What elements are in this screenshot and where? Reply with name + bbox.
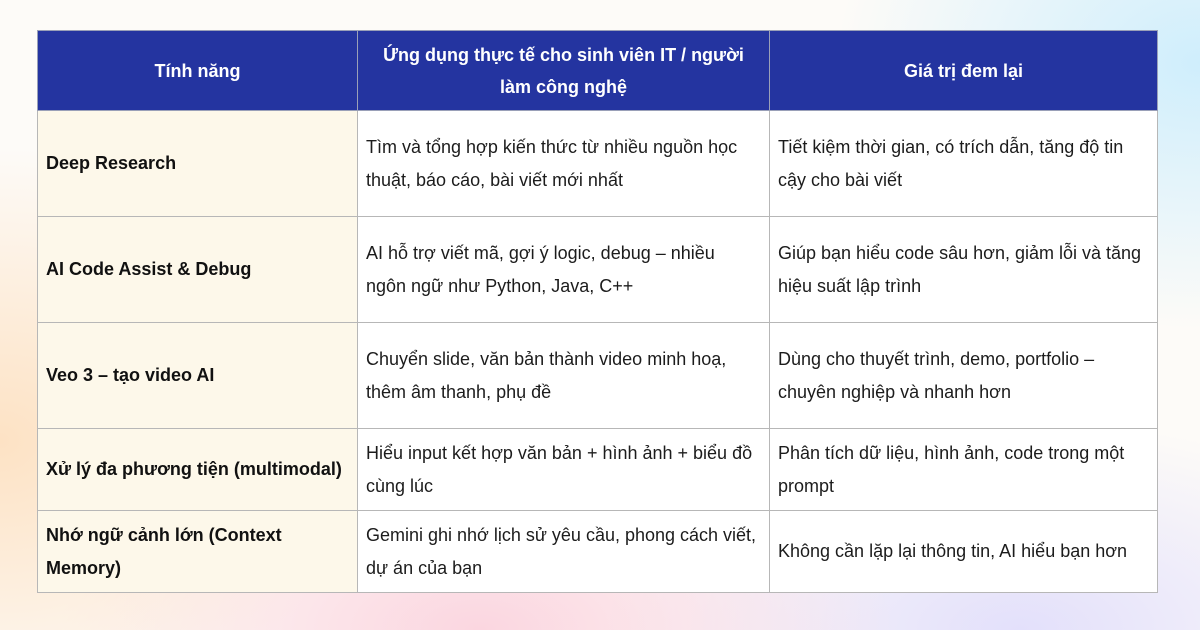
- feature-cell: AI Code Assist & Debug: [38, 217, 358, 323]
- feature-cell: Nhớ ngữ cảnh lớn (Context Memory): [38, 511, 358, 593]
- comparison-table: [37, 30, 1158, 593]
- value-cell: Dùng cho thuyết trình, demo, portfolio – chuyên nghiệp và nhanh hơn: [770, 323, 1158, 429]
- application-cell: Gemini ghi nhớ lịch sử yêu cầu, phong cách viết, dự án của bạn: [358, 511, 770, 593]
- application-cell: AI hỗ trợ viết mã, gợi ý logic, debug – nhiều ngôn ngữ như Python, Java, C++: [358, 217, 770, 323]
- value-cell: Giúp bạn hiểu code sâu hơn, giảm lỗi và tăng hiệu suất lập trình: [770, 217, 1158, 323]
- table-row: [38, 429, 1158, 511]
- header-feature: Tính năng: [38, 31, 358, 111]
- header-application: Ứng dụng thực tế cho sinh viên IT / người làm công nghệ: [358, 31, 770, 111]
- application-cell: Chuyển slide, văn bản thành video minh hoạ, thêm âm thanh, phụ đề: [358, 323, 770, 429]
- value-cell: Tiết kiệm thời gian, có trích dẫn, tăng độ tin cậy cho bài viết: [770, 111, 1158, 217]
- header-value: Giá trị đem lại: [770, 31, 1158, 111]
- application-cell: Tìm và tổng hợp kiến thức từ nhiều nguồn học thuật, báo cáo, bài viết mới nhất: [358, 111, 770, 217]
- table-row: [38, 217, 1158, 323]
- feature-cell: Veo 3 – tạo video AI: [38, 323, 358, 429]
- application-cell: Hiểu input kết hợp văn bản + hình ảnh + biểu đồ cùng lúc: [358, 429, 770, 511]
- table-row: [38, 323, 1158, 429]
- table-header-row: [38, 31, 1158, 111]
- feature-cell: Xử lý đa phương tiện (multimodal): [38, 429, 358, 511]
- value-cell: Phân tích dữ liệu, hình ảnh, code trong một prompt: [770, 429, 1158, 511]
- table-row: [38, 111, 1158, 217]
- feature-cell: Deep Research: [38, 111, 358, 217]
- value-cell: Không cần lặp lại thông tin, AI hiểu bạn hơn: [770, 511, 1158, 593]
- table-row: [38, 511, 1158, 593]
